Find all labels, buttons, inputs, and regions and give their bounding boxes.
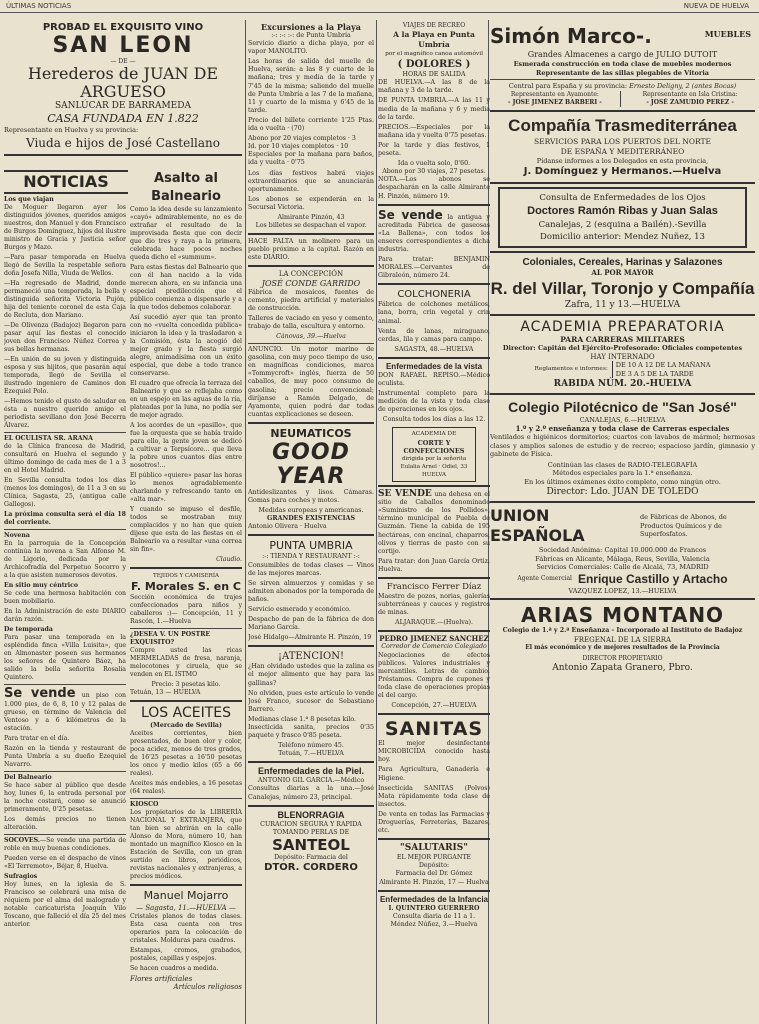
ad-line: Id. por 10 viajes completos · 10 [248, 143, 349, 151]
column-rule [376, 20, 377, 1024]
news-paragraph: En la parroquia de la Concepción continúa la novena a San Alfonso M. de Ligorio, dedicada por la Archicofradía del Perpetuo Socorro y a la que asisten numerosos devotos. [4, 540, 126, 579]
divider [490, 251, 755, 253]
ad-line: DE ESPAÑA Y MEDITERRÁNEO [560, 146, 685, 156]
ad-line: DIRECTOR PROPIETARIO [582, 654, 663, 662]
ad-title: NEUMATICOS [270, 426, 352, 440]
news-paragraph: La próxima consulta será el día 18 del corriente. [4, 511, 126, 526]
ad-line: Concepción, 27.—HUELVA [391, 702, 477, 710]
article-paragraph: Los propietarios de la LIBRERÍA NACIONAL Y EXTRANJERA, que tan bien se abrirán en la calle Alonso de Mora, número 10, han montado un magnífico Kiosco en la Estación de Sevilla, con un gran surtido en libros, periódicos, revistas nacionales y extranjeras, a precios módicos. [130, 809, 242, 880]
ad-line: PARA CARRERAS MILITARES [560, 334, 685, 344]
ad-line: Fábricas en Alicante, Málaga, Reus, Sevilla, Valencia [535, 554, 710, 563]
ad-line: Almirante H. Pinzón, 17 — Huelva [379, 878, 489, 886]
ad-line: SAGASTA, 48.—HUELVA [394, 345, 474, 353]
column-2 [248, 22, 374, 1024]
ad-brand: UNION ESPAÑOLA [490, 506, 585, 545]
ad-paragraph: Por la tarde y días festivos, 1 peseta. [378, 141, 490, 158]
ad-line: Servicios Comerciales: Calle de Alcalá, 73, MADRID [536, 563, 709, 571]
ad-paragraph: Fábrica de mosaicos, fuentes de cemento, piedra artificial y materiales de construcción. [248, 288, 374, 312]
ad-line: Pídanse informes a los Delegados en esta provincia, [536, 156, 709, 165]
ad-line: - JOSE JIMENEZ BARBERI - [508, 98, 602, 106]
divider [490, 501, 755, 503]
ad-brand: ACADEMIA PREPARATORIA [520, 318, 725, 335]
for-sale-heading: Se vende [378, 207, 443, 222]
article-paragraph: Aceites corrientes, bien presentados, de buen olor y color, poca acidez, menos de tres grados, de 16'25 pesetas a 16'50 pesetas los once y medio kilos (65 a 66 reales). [130, 730, 242, 777]
ad-paragraph: Cristales planos de todas clases. Esta casa cuenta con tres operarios para la colocación de cristales. Molduras para cuadros. [130, 913, 242, 944]
news-title: KIOSCO [130, 801, 159, 808]
ad-line: Almirante Pinzón, 43 [277, 213, 345, 221]
ad-line: — DE — [110, 58, 136, 65]
ad-paragraph: Instrumental completo para la medición de la vista y toda clase de operaciones en los ojos. [378, 390, 490, 414]
article-title: Asalto al Balneario [151, 171, 221, 204]
ad-line: - JOSÉ ZAMUDIO PEREZ - [646, 98, 734, 106]
ad-line: FREGENAL DE LA SIERRA [573, 635, 672, 644]
ad-title: BLENORRAGIA [277, 809, 345, 820]
ad-paragraph: Se sirven almuerzos y comidas y se admiten abonados por la temporada de baños. [248, 579, 374, 603]
ad-line: Los billetes se despachan el vapor. [255, 222, 367, 230]
news-paragraph: —Ha regresado de Madrid, donde permaneció una temporada, la bella y distinguida señorita Victoria Pujón, hija del teniente coronel de esta Caja de Recluta, don Mariano. [4, 280, 126, 319]
ad-paragraph: HACE FALTA un molinero para un pueblo próximo a la capital. Razón en este DIARIO. [248, 238, 374, 262]
news-title: En sitio muy céntrico [4, 582, 79, 589]
ad-line: HORAS DE SALIDA [402, 71, 466, 79]
ad-line: Tetuán, 13 — HUELVA [130, 689, 201, 696]
ad-line: Medianas clase 1.ª 8 pesetas kilo. [248, 715, 357, 723]
ad-brand: Francisco Ferrer Díaz [386, 581, 482, 592]
ad-paragraph: Servicio esmerado y económico. [248, 605, 351, 613]
ad-brand: Colegio Pilotécnico de "San José" [508, 399, 737, 415]
ad-line: TOMANDO PERLAS DE [272, 828, 350, 836]
ad-line: DE 3 A 5 DE LA TARDE [615, 369, 694, 378]
news-title: De temporada [4, 626, 53, 633]
ad-line: Representante en Huelva y su provincia: [4, 126, 139, 134]
ad-line: Abono por 20 viajes completos · 3 [248, 135, 356, 143]
ad-paragraph: PRECIOS.—Especiales por la mañana ida y vuelta 0'75 pesetas. [378, 123, 490, 139]
divider [378, 838, 490, 840]
ad-line: Cánovas, 39.—Huelva [276, 333, 346, 340]
ad-brand: JOSÉ CONDE GARRIDO [261, 278, 361, 288]
divider [490, 110, 755, 112]
ad-line: por el magnífico canoa automóvil [385, 51, 483, 58]
ad-line: Zafra, 11 y 13.—HUELVA [564, 299, 681, 310]
divider [248, 343, 374, 344]
news-paragraph: Para tratar en el día. [4, 735, 70, 742]
ad-line: Sociedad Anónima: Capital 10.000.000 de Francos [538, 546, 707, 554]
ad-line: Ida o vuelta solo, 0'60. [397, 160, 471, 168]
ad-line: GRANDES EXISTENCIAS [266, 515, 356, 523]
ad-brand: Simón Marco-. [490, 24, 652, 48]
san-leon-ad [4, 22, 242, 170]
divider [130, 628, 242, 629]
divider [248, 265, 374, 267]
ad-line: CANALEJAS, 6.—HUELVA [579, 416, 666, 424]
ad-brand: ( DOLORES ) [397, 59, 471, 71]
ad-line: 1.º y 2.º enseñanza y toda clase de Carreras especiales [515, 423, 730, 433]
ad-line: CURACION SEGURA Y RAPIDA [260, 820, 362, 828]
ad-line: En los últimos exámenes éxito completo, como ningún otro. [524, 477, 721, 486]
article-paragraph: A los acordes de un «pasillo», que fue la orquesta que se había traído para ello, la gente joven se dedicó a cultivar a Terpsícore... que lleva la pobre unos cuantos días entre nosotros!... [130, 422, 242, 469]
ad-line: Ernesto Deligny, 2 (antes Bocas) [629, 82, 737, 90]
ad-line: PROBAD EL EXQUISITO VINO [42, 22, 204, 33]
news-paragraph: Los demás precios no tienen alteración. [4, 816, 126, 831]
news-title: Los que viajan [4, 196, 54, 203]
divider [130, 567, 242, 569]
ad-line: TEJIDOS Y CAMISERÍA [153, 573, 219, 579]
ad-line: Representante de las sillas plegables de Vitoria [535, 68, 709, 77]
ad-title: LA CONCEPCIÓN [278, 270, 344, 279]
column-4 [490, 22, 755, 1024]
ad-line: :-: TIENDA Y RESTAURANT :-: [262, 553, 360, 561]
ad-line: Grandes Almacenes a cargo de JULIO DUTOIT [527, 50, 718, 59]
ad-line: Esmerada construcción en toda clase de muebles modernos [513, 60, 732, 68]
ad-brand: Manuel Mojarro [143, 889, 229, 902]
ad-brand: ARIAS MONTANO [520, 603, 725, 627]
divider [248, 534, 374, 536]
ad-title: Enfermedades de la Infancia [379, 894, 489, 904]
divider [490, 393, 755, 395]
ad-line: ACADEMIA DE [411, 431, 457, 438]
ad-paragraph: Precio del billete corriente 1'25 Ptas. ida o vuelta · (70) [248, 116, 374, 133]
ad-paragraph: Insecticida SANITAS (Polvos) Mata rápidamente toda clase de insectos. [378, 784, 490, 808]
ad-paragraph: la antigua y acreditada Fábrica de gaseosas «La Ballena», con todos los enseres correspondientes a dicha industria. [378, 213, 490, 253]
ad-paragraph: Consumibles de todas clases — Vinos de las mejores marcas. [248, 561, 374, 577]
ad-paragraph: Talleres de vaciado en yeso y cemento, trabajo de talla, escultura y entorno. [248, 314, 374, 330]
divider [378, 713, 490, 715]
ad-line: Depósito: [418, 862, 450, 870]
divider [130, 884, 242, 886]
masthead [0, 0, 759, 13]
ad-line: VAZQUEZ LOPEZ, 13.—HUELVA [568, 586, 677, 595]
ad-line: de Fábricas de Abonos, de Productos Químicos y de Superfosfatos. [640, 513, 727, 539]
ad-paragraph: Las horas de salida del muelle de Huelva, serán: a las 8 y cuarto de la mañana; tres y media de la tarde y 7'45 de la misma; saliendo del muelle de Punta Umbría a las 7 de la mañana, 11 y cuarto de la misma y 6'45 de la tarde. [248, 58, 374, 114]
ad-paragraph: una dehesa en el sitio de Caballos denominado «Suministro de los Pollidos», término municipal de Puebla de Guzmán. Tiene la cabida de 195 hectáreas, con encinal, chaparros, olivos y tierras de pasto con su cortijo. [378, 491, 490, 555]
ad-line: HAY INTERNADO [590, 352, 655, 361]
divider [248, 422, 374, 424]
ad-line: I. QUINTERO GUERRERO [388, 904, 480, 912]
ad-line: Medidas europeas y americanas. [258, 507, 364, 515]
divider [490, 314, 755, 316]
ad-line: Antonio Zapata Granero, Pbro. [552, 663, 693, 673]
divider [490, 182, 755, 184]
ad-line: ALJARAQUE.—(Huelva). [395, 619, 473, 627]
divider [4, 684, 126, 685]
divider [378, 890, 490, 892]
ad-line: El más económico y de mejores resultados de la Provincia [525, 644, 720, 651]
aceites-title: LOS ACEITES [140, 705, 232, 721]
news-paragraph: En la Administración de este DIARIO darán razón. [4, 608, 126, 623]
academia-hours [490, 361, 755, 378]
noticias-heading: NOTICIAS [4, 170, 128, 194]
ad-line: DTOR. CORDERO [264, 861, 358, 873]
article-signature: Claudio. [216, 556, 242, 563]
ad-paragraph: DON RAFAEL REPISO.—Médico oculista. [378, 371, 490, 387]
ad-line: Flores artificiales [130, 975, 193, 983]
ad-line: Tetuán, 7.—HUELVA [278, 750, 344, 758]
ad-representative: Viuda e hijos de José Castellano [26, 136, 220, 150]
ad-line: Abono por 30 viajes, 27 pesetas. [382, 168, 486, 176]
ad-line: — Sagasta, 11.—HUELVA — [136, 904, 236, 912]
ad-paragraph: El mejor desinfectante MICROBICIDA conocido hasta hoy. [378, 740, 490, 764]
ad-line: José Hidalgo—Almirante H. Pinzón, 19 [248, 634, 372, 642]
divider [490, 79, 755, 80]
ad-line: ANTONIO GIL GARCIA.—Médico [257, 777, 365, 785]
ad-brand: Compañía Trasmediterránea [508, 115, 737, 135]
ad-line: A la Playa en Punta Umbría [393, 30, 475, 50]
ad-line: Domicilio anterior: Mendez Nuñez, 13 [540, 232, 705, 242]
ojos-box [498, 187, 747, 248]
ad-paragraph: Fábrica de colchones metálicos, lana, borra, crin vegetal y crin animal. [378, 301, 490, 325]
ad-line: Teléfono número 45. [278, 742, 344, 750]
ad-paragraph: Negociaciones de efectos públicos. Valores industriales y mercantiles. Letras de cambio. Préstamos. Compra de cupones y toda clase de operaciones propias el del cargo. [378, 651, 490, 699]
ad-title: VIAJES DE RECREO [402, 22, 466, 29]
news-title: Sufragios [4, 873, 38, 880]
ad-line: Director: Ldo. JUAN DE TOLEDO [546, 487, 699, 497]
divider [4, 834, 126, 835]
ad-line: Central para España y su provincia: [508, 82, 628, 90]
ad-line: SERVICIOS PARA LOS PUERTOS DEL NORTE [533, 136, 712, 146]
ad-line: Antonio Olivera · Huelva [248, 523, 327, 531]
ad-line: Métodos especiales para la 1.ª enseñanza. [552, 469, 693, 477]
news-title: SOCOVES. [4, 837, 40, 844]
ad-paragraph: Compre usted las ricas MERMELADAS de fresa, naranja, melocotones y ciruela, que se venden en EL ISTMO [130, 647, 242, 678]
ad-line: Representante en Ayamonte: [510, 90, 599, 98]
ad-paragraph: Antideslizantes y lisos. Cámaras. Gomas para coches y motos. [248, 488, 374, 505]
ad-title: Excursiones a la Playa [261, 22, 361, 32]
ad-paragraph: Los días festivos habrá viajes extraordinarios que se anunciarán oportunamente. [248, 169, 374, 193]
ad-paragraph: Los abonos se expenderán en la Secursal Victoria. [248, 195, 374, 211]
ad-line: Artículos religiosos [173, 983, 242, 991]
divider [248, 645, 374, 647]
ad-line: Méndez Núñez, 3.—Huelva [390, 920, 478, 928]
ad-paragraph: Estampas, cromos, grabados, postales, capillas y espejos. [130, 947, 242, 962]
ad-line: DE 10 A 12 DE LA MAÑANA [615, 361, 711, 369]
ad-line: CORTE Y CONFECCIONES [403, 438, 465, 455]
ad-brand: Doctores Ramón Ribas y Juan Salas [527, 205, 718, 217]
ad-paragraph: DE PUNTA UMBRIA.—A las 11 y media de la mañana y 6 y media de la tarde. [378, 97, 490, 121]
ad-line: Reglamentos e informes: [534, 366, 608, 373]
ad-company: Herederos de JUAN DE ARGUESO [27, 64, 219, 101]
ad-line: RABIDA NÚM. 20.-HUELVA [553, 379, 692, 389]
ad-paragraph: Para Agricultura, Ganadería e Higiene. [378, 766, 490, 782]
ad-brand: "SALUTARIS" [400, 843, 468, 854]
ad-line: Consulta todos los días a las 12. [382, 416, 486, 424]
news-paragraph: Hoy lunes, en la iglesia de S. Francisco se celebrará una misa de réquiem por el alma del malogrado y notable caricaturista Joaquín Vilo Toscano, que falleció el día 25 del mes anterior. [4, 881, 126, 928]
ad-title: ¡ATENCION! [278, 651, 344, 663]
article-paragraph: El público «quiere» pasar las horas lo menos agradablemente charlando y refrescando tanto en «alta mar». [130, 472, 242, 503]
ad-line: Depósito: Farmacia del [274, 853, 348, 861]
divider [378, 485, 490, 487]
ad-line: Continúan las clases de RADIO-TELEGRAFÍA [547, 460, 698, 469]
news-paragraph: Se cede una hermosa habitación con buen mobiliario. [4, 590, 126, 605]
noticias-heading-box [4, 170, 128, 192]
divider [378, 357, 490, 359]
ad-line: Representante en Isla Cristina: [642, 90, 738, 98]
column-3 [378, 22, 490, 1024]
ad-line: Agente Comercial [517, 574, 572, 582]
news-paragraph: Para pasar una temporada en la espléndida finca «Villa Luisita», que en Almonaster poseen sus hermanos los señores de Quintero Báez, ha salido la bella señorita Rosalía Quintero. [4, 634, 126, 681]
ad-paragraph: Consultas diarias a la una.—José Canalejas, número 23, principal. [248, 785, 374, 801]
ad-line: :-: :-: :-: de Punta Umbría [271, 32, 351, 39]
ad-line: Consulta diaria de 11 a 1. [392, 912, 476, 920]
news-paragraph: Razón en la tienda y restaurant de Punta Umbría a su dueño Ezequiel Navarro. [4, 745, 126, 768]
agent-row [490, 572, 755, 587]
ad-paragraph: Servicio diario a dicha playa, por el vapor MANOLITO. [248, 40, 374, 56]
article-paragraph: Como la idea desde su lanzamiento «cayó» admirablemente, no es de extrañar el resultado de la improvisada fiesta que con decir que dio tres y raya a la primera, celebrada hace pocos noches queda dicho el «summum». [130, 206, 242, 261]
divider [4, 154, 242, 156]
ad-title: Enfermedades de la Piel. [257, 766, 365, 777]
ad-paragraph: Ventilados e higiénicos dormitorios; cuartos con lavabos de mármol; hermosas clases y amplios salones de estudio y de recreo; espacioso jardín, gimnasio y gabinete de Física. [490, 433, 755, 458]
masthead-right: NUEVA DE HUELVA [683, 2, 749, 10]
ad-brand: SAN LEON [52, 33, 194, 58]
for-sale-heading: Se vende [4, 686, 76, 701]
ad-line: Farmacia del Dr. Gómez [395, 870, 473, 878]
goodyear-logo: GOOD YEAR [272, 439, 350, 489]
ad-title: COLCHONERIA [397, 289, 471, 301]
news-title: Del Balneario [4, 774, 52, 781]
union-espanola-header [490, 506, 755, 546]
ad-paragraph: DE HUELVA.—A las 8 de la mañana y 3 de la tarde. [378, 79, 490, 95]
news-paragraph: —En unión de su joven y distinguida esposa y sus hijitos, que pasarán aquí temporada, llegó de Sevilla el ilustrado ingeniero de Caminos don Ezequiel Polo. [4, 356, 126, 395]
ad-tag: MUEBLES [704, 29, 751, 39]
divider [248, 761, 374, 763]
news-paragraph: —De Olivenza (Badajoz) llegaron para pasar aquí las fiestas el conocido joven don Francisco Núñez Correa y sus bellas hermanas. [4, 322, 126, 353]
ad-brand: Enrique Castillo y Artacho [577, 571, 728, 586]
ad-line: AL POR MAYOR [591, 268, 654, 277]
ad-line: Precio: 3 pesetas kilo. [151, 681, 221, 688]
ad-title: Coloniales, Cereales, Harinas y Salazones [522, 257, 723, 268]
ad-paragraph: Se hacen cuadros a medida. [130, 965, 219, 972]
ad-founded: CASA FUNDADA EN 1.822 [47, 112, 199, 125]
ad-paragraph: No olviden, pues este artículo lo vende José Franco, sucesor de Sebastiano Barrero. [248, 689, 374, 713]
divider [378, 204, 490, 206]
ad-line: J. Domínguez y Hermanos.—Huelva [523, 166, 722, 177]
article-paragraph: Así sucedió ayer que tan pronto con no «vuelta concedida pública» iniciaron la idea y la trasladaron a la Comisión, ésta la acogió del mejor grado y la fiesta surgió alegre, animadísima con un éxito especial, que debe a todo trance conservarse. [130, 314, 242, 377]
ad-brand: PEDRO JIMENEZ SANCHEZ [379, 634, 489, 644]
news-paragraph: Pueden verse en el despacho de vinos «El Terremoto», Béjar, 8, Huelva. [4, 855, 126, 870]
ad-line: dirigida por la señorita [401, 455, 467, 462]
representatives-row [490, 91, 755, 107]
ad-line: Colegio de 1.ª y 2.ª Enseñanza - Incorporado al Instituto de Badajoz [502, 627, 743, 634]
ad-line: HUELVA [421, 471, 447, 478]
news-paragraph: Se hace saber al público que desde hoy, lunes 6, la entrada personal por la noche costará, como se anunció primeramente, 0'25 pesetas. [4, 782, 126, 813]
ad-paragraph: NOTA.—Los abonos se despacharán en la calle Almirante H. Pinzón, número 19. [378, 176, 490, 200]
ad-title: PUNTA UMBRIA [269, 539, 353, 553]
ad-paragraph: ¿Han olvidado ustedes que la zalina es el mejor alimento que hay para las gallinas? [248, 663, 374, 687]
news-paragraph: —Para pasar temporada en Huelva llegó de Sevilla la respetable señora doña Josefa Nilla, Viuda de Wellos. [4, 254, 126, 277]
ad-title: Enfermedades de la vista [385, 361, 483, 371]
ad-paragraph: Maestro de pozos, norias, galerías subterráneas y cauces y registros de minas. [378, 592, 490, 617]
ad-paragraph: ANUNCIO. Un motor marino de gasolina, con muy poco tiempo de uso, en magníficas condiciones, marca «Tommycroft» inglés, fuerza de 50 caballos, de muy poco consumo de gasolina; precio convencional; diríjanse a Ramón Delgado, de Ayamonte, quien podrá dar todas cuantas explicaciones se deseen. [248, 346, 374, 418]
divider [248, 805, 374, 807]
ad-brand: SANTEOL [272, 835, 350, 854]
divider [248, 233, 374, 235]
divider [4, 432, 126, 433]
news-paragraph: —Hemos tenido el gusto de saludar en ésta a nuestro querido amigo el periodista sevillano don José Becerra Álvarez. [4, 398, 126, 429]
divider [378, 630, 490, 632]
ad-line: Eulalia Arnel · Odiel, 33 [400, 463, 468, 470]
asalto-column [130, 170, 242, 1024]
news-paragraph: un piso con 1.000 pies, de 6, 8, 10 y 12 palas de grueso, en término de Valencia del Ventoso y a 6 kilómetros de la estación. [4, 692, 126, 732]
ad-title: ¿DESEA V. UN POSTRE EXQUISITO? [130, 631, 211, 646]
ad-line: EL MEJOR PURGANTE [396, 854, 472, 862]
ad-brand: F. Morales S. en C [131, 580, 241, 593]
ad-paragraph: Venta de lanas, miraguano, cerdas, lila y camas para campo. [378, 327, 490, 343]
news-title: Novena [4, 532, 30, 539]
noticias-column [4, 196, 126, 1024]
article-paragraph: Para estas fiestas del Balneario que con él han nacido a la vida merecen ahora, en su infancia una especial predilección que el público comienza a dispensarle y a la que todos debemos colaborar. [130, 264, 242, 311]
news-paragraph: De Moguer llegaron ayer los distinguidos jóvenes, queridos amigos nuestros, don Manuel y don Francisco de Burgos Domínguez, hijos del ilustre ministro de Gracia y Justicia señor Burgos y Mazo. [4, 204, 126, 251]
column-rule [245, 20, 246, 1024]
ad-paragraph: Despacho de pan de la fábrica de don Mariano García. [248, 616, 374, 632]
ad-title: Consulta de Enfermedades de los Ojos [539, 193, 706, 203]
news-paragraph: de la Clínica francesa de Madrid, consultará en Huelva el segundo y último domingo de cada mes de 1 a 3 en el Hotel Madrid. [4, 443, 126, 474]
ad-paragraph: Sección económica de trajes confeccionados para niños y caballeros :)— Concepción, 11 y Rascón, 1.—Huelva [130, 594, 242, 625]
ad-city: SANLÚCAR DE BARRAMEDA [55, 101, 191, 111]
ad-line: Canalejas, 2 (esquina a Bailén).-Sevilla [538, 220, 707, 230]
ad-line: Corredor de Comercio Colegiado [381, 643, 487, 651]
ad-brand: SANITAS [384, 718, 484, 741]
news-paragraph: —Se vende una partida de roble en muy buenas condiciones. [4, 837, 126, 852]
divider [490, 598, 755, 600]
article-paragraph: El cuadro que ofrecía la terraza del Balneario y que se reflejaba como en un espejo en las aguas de la ría, plateadas por la luna, no podía ser de mejor agrado. [130, 380, 242, 419]
divider [4, 529, 126, 530]
simon-marco-header [490, 22, 755, 50]
ad-brand: R. del Villar, Toronjo y Compañía [490, 278, 755, 298]
aceites-subtitle: (Mercado de Sevilla) [150, 722, 222, 729]
academia-corte-box [392, 427, 476, 482]
ad-paragraph: Insecticida sanita, precios 0'35 paquete y frasco 0'85 peseta. [248, 724, 374, 740]
divider [4, 771, 126, 772]
ad-paragraph: De venta en todas las Farmacias y Droguerías, Ferreterías, Bazares, etc. [378, 810, 490, 835]
article-paragraph: Aceites más endebles, a 16 pesetas (64 reales). [130, 780, 242, 795]
ad-paragraph: Para tratar: BENJAMIN MORALES.—Cervantes de Gibraleón, número 24. [378, 256, 490, 280]
divider [130, 798, 242, 799]
divider [378, 283, 490, 285]
divider [130, 700, 242, 702]
masthead-left: ÚLTIMAS NOTICIAS [6, 2, 72, 10]
article-paragraph: Y cuando se impuso el desfile, todos se mostraban muy complacidos y no han que quien dijese que esta de las fiestas en el Balneario va a resultar «una correa sin fin». [130, 506, 242, 553]
news-title: EL OCULISTA SR. ARANA [4, 435, 93, 442]
ad-line: Director: Capitán del Ejército-Profesorado: Oficiales competentes [502, 344, 743, 352]
news-paragraph: En Sevilla consulta todos los días (menos los domingos), de 11 a 3 en su Clínica, Sagasta, 25, (antigua calle Gallegos). [4, 477, 126, 508]
for-sale-heading: SE VENDE [378, 489, 432, 500]
ad-paragraph: Para tratar: don Juan García Ortiz. Huelva. [378, 557, 490, 573]
divider [378, 577, 490, 579]
ad-paragraph: Especiales por la mañana para baños, ida y vuelta · 0'75 [248, 151, 374, 167]
